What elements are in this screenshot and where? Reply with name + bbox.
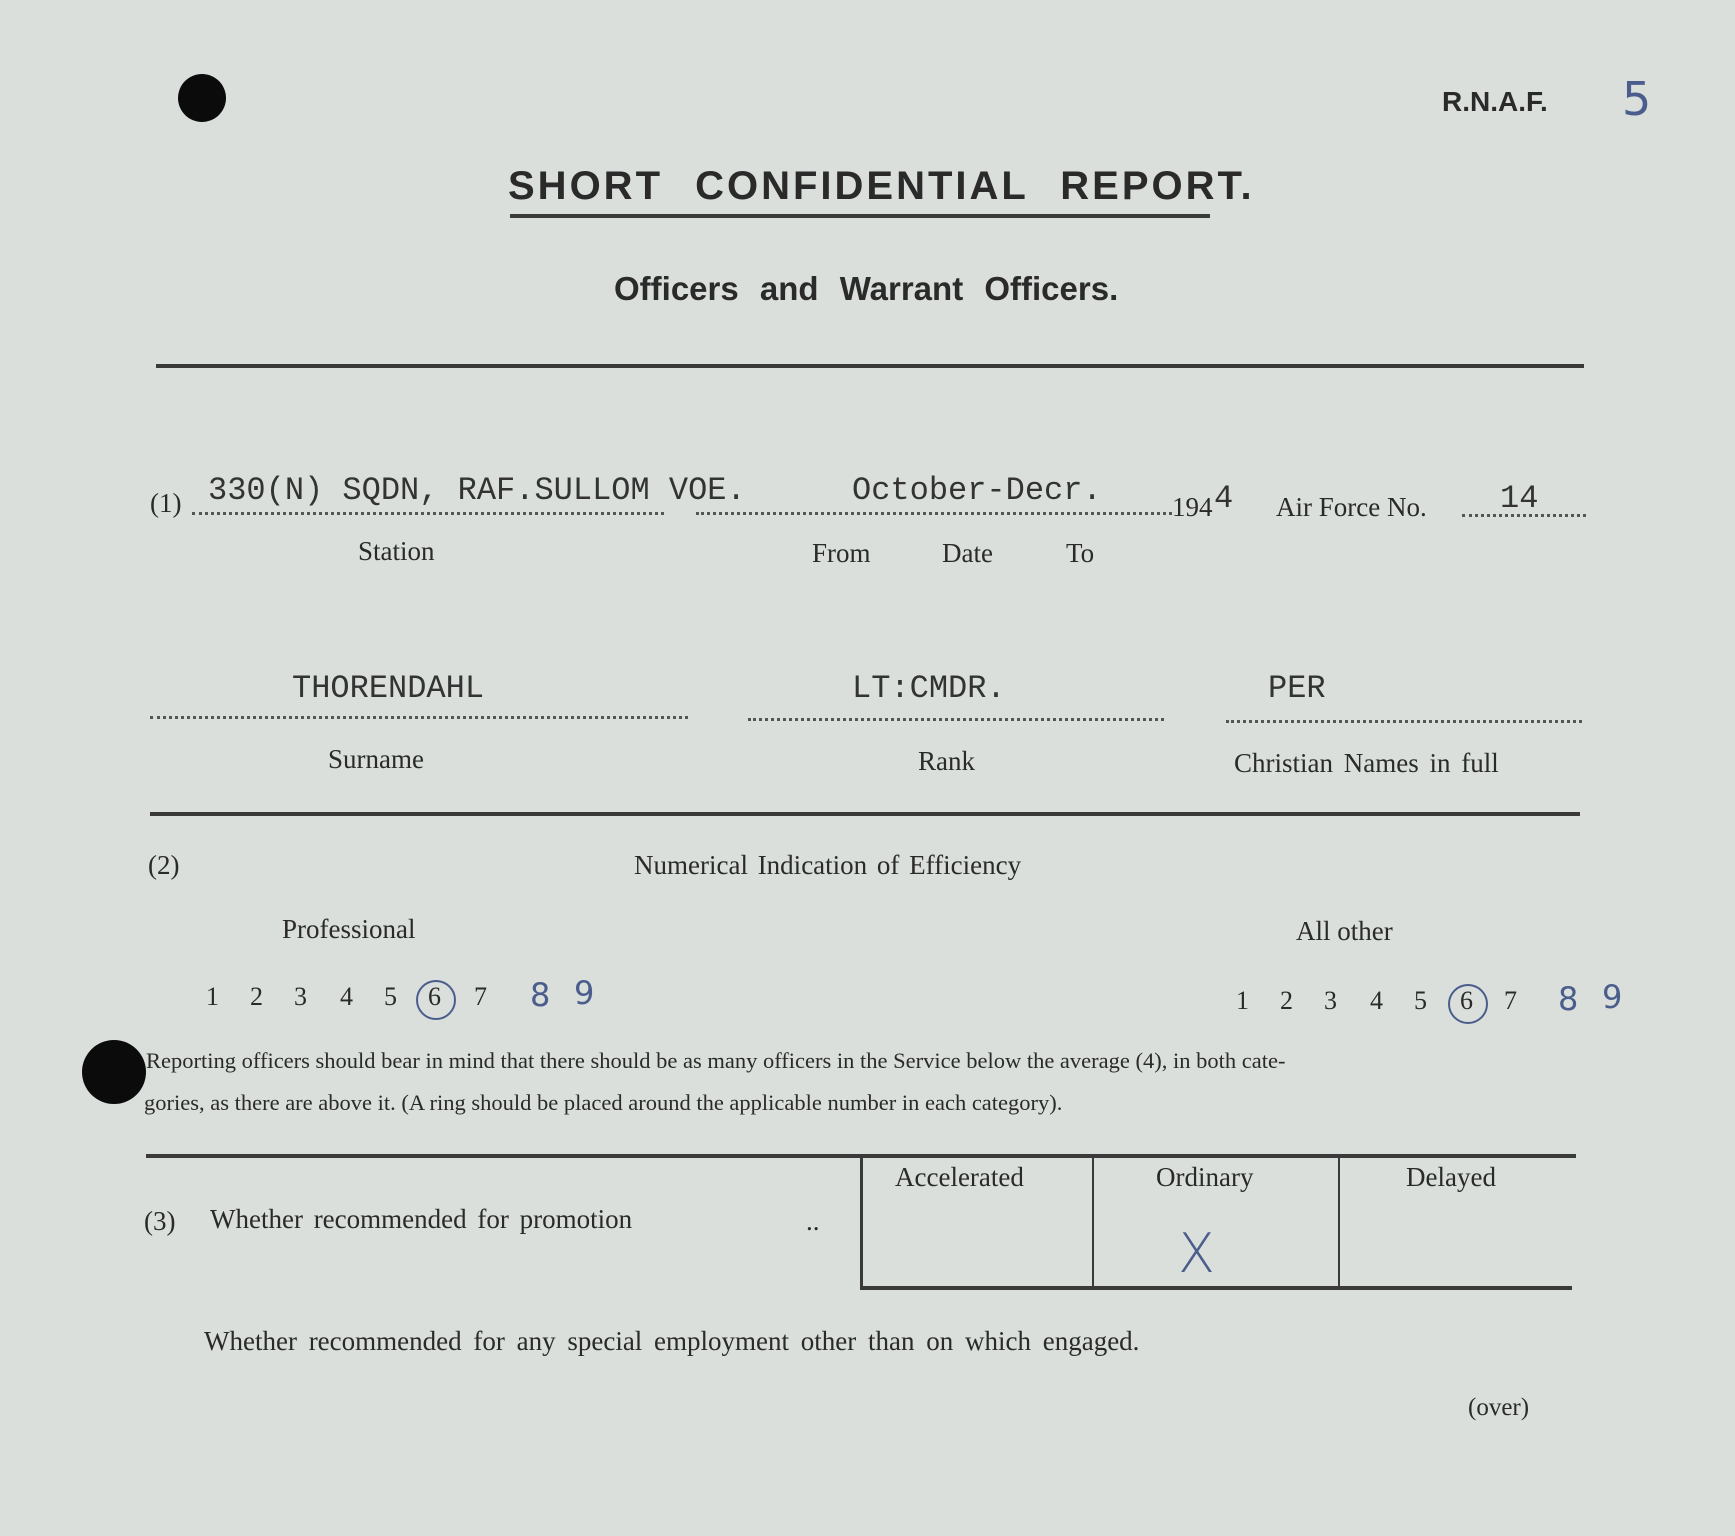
professional-option-7[interactable]: 7: [474, 982, 487, 1011]
section-3-number: (3): [144, 1206, 176, 1236]
promotion-box-left-border: [860, 1156, 863, 1288]
page-title: SHORT CONFIDENTIAL REPORT.: [508, 164, 1255, 208]
section-2-number: (2): [148, 850, 180, 880]
professional-selection-ring: [416, 980, 456, 1020]
section-1-number: (1): [150, 488, 182, 518]
professional-option-1[interactable]: 1: [206, 982, 219, 1011]
professional-label: Professional: [282, 914, 416, 944]
title-underline: [510, 214, 1210, 218]
punch-hole-middle: [82, 1040, 146, 1104]
form-tag: R.N.A.F.: [1442, 86, 1548, 117]
all-other-selection-ring: [1448, 984, 1488, 1024]
christian-names-line: [1226, 720, 1582, 723]
to-label: To: [1066, 538, 1095, 568]
professional-option-2[interactable]: 2: [250, 982, 263, 1011]
special-employment-question: Whether recommended for any special employment other than on which engaged.: [204, 1326, 1140, 1356]
year-prefix: 194: [1172, 492, 1213, 522]
professional-option-9[interactable]: 9: [574, 974, 595, 1012]
promotion-box-bottom-border: [860, 1286, 1572, 1290]
station-line: [192, 512, 664, 515]
station-value: 330(N) SQDN, RAF.SULLOM VOE.: [208, 472, 746, 509]
air-force-no-label: Air Force No.: [1276, 492, 1427, 522]
promotion-leader: ..: [806, 1206, 820, 1236]
professional-option-8[interactable]: 8: [530, 976, 551, 1014]
promotion-box-divider-2: [1338, 1158, 1340, 1288]
christian-names-value: PER: [1268, 670, 1326, 707]
all-other-option-4[interactable]: 4: [1370, 986, 1383, 1015]
option-accelerated[interactable]: Accelerated: [895, 1162, 1024, 1192]
year-suffix: 4: [1214, 480, 1234, 517]
air-force-no-value: 14: [1500, 480, 1539, 517]
all-other-option-3[interactable]: 3: [1324, 986, 1337, 1015]
rank-line: [748, 718, 1164, 721]
surname-value: THORENDAHL: [292, 670, 485, 707]
all-other-option-6[interactable]: 6: [1460, 986, 1473, 1015]
page-mark: 5: [1622, 72, 1652, 126]
station-label: Station: [358, 536, 435, 566]
date-line: [696, 512, 1172, 515]
ordinary-selection-mark: X: [1178, 1222, 1215, 1285]
option-ordinary[interactable]: Ordinary: [1156, 1162, 1254, 1192]
rank-label: Rank: [918, 746, 975, 776]
professional-option-3[interactable]: 3: [294, 982, 307, 1011]
section-1-divider: [150, 812, 1580, 816]
efficiency-title: Numerical Indication of Efficiency: [634, 850, 1022, 880]
all-other-option-9[interactable]: 9: [1602, 978, 1623, 1016]
christian-names-label: Christian Names in full: [1234, 748, 1499, 778]
all-other-option-2[interactable]: 2: [1280, 986, 1293, 1015]
professional-option-5[interactable]: 5: [384, 982, 397, 1011]
efficiency-note-line-1: Reporting officers should bear in mind that there should be as many officers in the Service below the average (4), in both cate-: [146, 1048, 1286, 1073]
all-other-option-5[interactable]: 5: [1414, 986, 1427, 1015]
promotion-box-divider-1: [1092, 1158, 1094, 1288]
date-label: Date: [942, 538, 993, 568]
rank-value: LT:CMDR.: [852, 670, 1006, 707]
professional-option-4[interactable]: 4: [340, 982, 353, 1011]
header-divider: [156, 364, 1584, 368]
page-subtitle: Officers and Warrant Officers.: [614, 270, 1119, 307]
from-label: From: [812, 538, 871, 568]
over-note: (over): [1468, 1394, 1530, 1421]
punch-hole-top: [178, 74, 226, 122]
all-other-option-7[interactable]: 7: [1504, 986, 1517, 1015]
all-other-label: All other: [1296, 916, 1393, 946]
date-value: October-Decr.: [852, 472, 1102, 509]
surname-label: Surname: [328, 744, 424, 774]
promotion-question: Whether recommended for promotion: [210, 1204, 633, 1234]
option-delayed[interactable]: Delayed: [1406, 1162, 1496, 1192]
all-other-option-8[interactable]: 8: [1558, 980, 1579, 1018]
efficiency-note-line-2: gories, as there are above it. (A ring should be placed around the applicable number in each category).: [144, 1090, 1063, 1115]
professional-option-6[interactable]: 6: [428, 982, 441, 1011]
surname-line: [150, 716, 688, 719]
all-other-option-1[interactable]: 1: [1236, 986, 1249, 1015]
